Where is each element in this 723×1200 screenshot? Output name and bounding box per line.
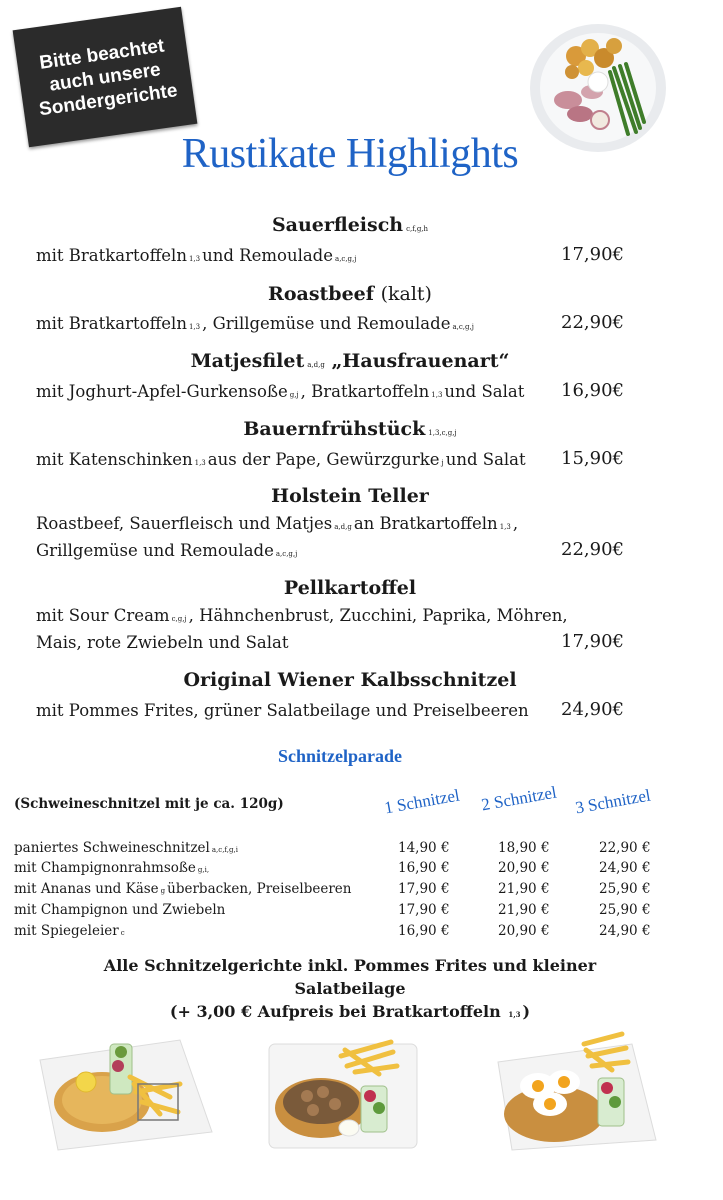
desc-text: mit Bratkartoffeln bbox=[36, 246, 187, 265]
desc-text: an Bratkartoffeln bbox=[353, 514, 498, 533]
column-header-1-schnitzel: 1 Schnitzel bbox=[382, 785, 462, 818]
dish-name-matjesfilet bbox=[0, 350, 700, 372]
allergen-codes: a,c,g,j bbox=[335, 255, 357, 263]
price-2-schnitzel: 20,90 € bbox=[498, 923, 550, 939]
dish-price: 22,90€ bbox=[561, 539, 624, 560]
price-1-schnitzel: 17,90 € bbox=[398, 881, 450, 897]
dish-title: Matjesfilet bbox=[190, 350, 305, 372]
dish-description bbox=[36, 314, 556, 333]
dish-name-holstein-teller bbox=[0, 485, 700, 507]
dish-title: Holstein Teller bbox=[271, 485, 429, 507]
dish-title: Roastbeef bbox=[268, 283, 374, 305]
allergen-codes: a,c,g,j bbox=[275, 550, 298, 558]
desc-text: mit Katenschinken bbox=[36, 450, 193, 469]
schnitzel-row bbox=[14, 860, 211, 876]
desc-text: mit Sour Cream bbox=[36, 606, 170, 625]
dish-name-roastbeef bbox=[0, 283, 700, 305]
dish-price: 17,90€ bbox=[561, 244, 624, 265]
price-1-schnitzel: 17,90 € bbox=[398, 902, 450, 918]
dish-name-wiener-schnitzel bbox=[0, 669, 700, 691]
price-3-schnitzel: 25,90 € bbox=[599, 902, 651, 918]
desc-text: , Bratkartoffeln bbox=[300, 382, 430, 401]
price-2-schnitzel: 18,90 € bbox=[498, 840, 550, 856]
allergen-codes: 1,3 bbox=[188, 255, 201, 263]
desc-text: aus der Pape, Gewürzgurke bbox=[207, 450, 440, 469]
price-2-schnitzel: 20,90 € bbox=[498, 860, 550, 876]
column-header-2-schnitzel: 2 Schnitzel bbox=[479, 782, 559, 815]
allergen-codes: 1,3 bbox=[499, 523, 511, 531]
allergen-codes: 1,3,c,g,j bbox=[428, 429, 457, 437]
allergen-codes: 1,3 bbox=[188, 323, 201, 331]
price-3-schnitzel: 22,90 € bbox=[599, 840, 651, 856]
dish-title-suffix: „Hausfrauenart“ bbox=[331, 350, 510, 372]
desc-text: mit Joghurt-Apfel-Gurkensoße bbox=[36, 382, 288, 401]
dish-title: Pellkartoffel bbox=[283, 577, 417, 599]
dish-description bbox=[36, 450, 556, 469]
allergen-codes: a,c,g,j bbox=[452, 323, 474, 331]
dish-description bbox=[36, 633, 556, 652]
footer-line: Salatbeilage bbox=[294, 979, 406, 998]
footer-text: (+ 3,00 € Aufpreis bei Bratkartoffeln bbox=[169, 1002, 501, 1021]
dish-name-bauernfruehstueck bbox=[0, 418, 700, 440]
dish-description bbox=[36, 606, 568, 625]
row-label: paniertes Schweineschnitzel bbox=[14, 840, 210, 856]
dish-name-pellkartoffel bbox=[0, 577, 700, 599]
column-header-3-schnitzel: 3 Schnitzel bbox=[573, 785, 653, 818]
allergen-codes: c,f,g,h bbox=[406, 225, 429, 233]
menu-title: Rustikate Highlights bbox=[181, 131, 519, 177]
dish-price: 22,90€ bbox=[561, 312, 624, 333]
desc-text: mit Bratkartoffeln bbox=[36, 314, 187, 333]
dish-title: Original Wiener Kalbsschnitzel bbox=[183, 669, 517, 691]
desc-text: und Salat bbox=[444, 382, 525, 401]
dish-name-sauerfleisch bbox=[0, 214, 700, 236]
footer-text: ) bbox=[522, 1002, 531, 1021]
desc-text: Roastbeef, Sauerfleisch und Matjes bbox=[36, 514, 333, 533]
desc-text: , Hähnchenbrust, Zucchini, Paprika, Möhren, bbox=[188, 606, 568, 625]
row-label: mit Champignon und Zwiebeln bbox=[14, 902, 226, 918]
allergen-codes: a,c,f,g,i bbox=[211, 846, 238, 854]
desc-text: mit Pommes Frites, grüner Salatbeilage und Preiselbeeren bbox=[36, 701, 529, 720]
price-1-schnitzel: 14,90 € bbox=[398, 840, 450, 856]
allergen-codes: g,i, bbox=[197, 866, 210, 874]
desc-text: Mais, rote Zwiebeln und Salat bbox=[36, 633, 289, 652]
desc-text: Grillgemüse und Remoulade bbox=[36, 541, 274, 560]
allergen-codes: 1,3 bbox=[194, 459, 206, 467]
row-label: mit Spiegeleier bbox=[14, 923, 119, 939]
footer-line: Alle Schnitzelgerichte inkl. Pommes Frites und kleiner bbox=[103, 956, 597, 975]
row-label: mit Champignonrahmsoße bbox=[14, 860, 196, 876]
dish-price: 16,90€ bbox=[561, 380, 624, 401]
price-1-schnitzel: 16,90 € bbox=[398, 923, 450, 939]
special-dishes-badge bbox=[13, 7, 198, 148]
row-label-rest: überbacken, Preiselbeeren bbox=[167, 881, 352, 897]
allergen-codes: a,d,g bbox=[307, 361, 325, 369]
price-1-schnitzel: 16,90 € bbox=[398, 860, 450, 876]
schnitzel-row bbox=[14, 840, 240, 856]
row-label: mit Ananas und Käse bbox=[14, 881, 159, 897]
schnitzel-row bbox=[14, 923, 127, 939]
allergen-codes: a,d,g bbox=[334, 523, 352, 531]
allergen-codes: j bbox=[441, 459, 444, 467]
allergen-codes: 1,3 bbox=[431, 391, 443, 399]
desc-text: und Salat bbox=[445, 450, 526, 469]
price-3-schnitzel: 25,90 € bbox=[599, 881, 651, 897]
dish-title: Sauerfleisch bbox=[271, 214, 404, 236]
badge-text: Bitte beachtet auch unsere Sondergerichte bbox=[37, 35, 179, 120]
schnitzel-plate-egg-image bbox=[492, 1022, 662, 1152]
schnitzel-row bbox=[14, 902, 225, 918]
allergen-codes: 1,3 bbox=[508, 1010, 521, 1019]
dish-price: 17,90€ bbox=[561, 631, 624, 652]
dish-description bbox=[36, 382, 556, 401]
desc-text: , bbox=[512, 514, 519, 533]
dish-title-suffix: (kalt) bbox=[380, 283, 432, 305]
dish-price: 15,90€ bbox=[561, 448, 624, 469]
allergen-codes: c bbox=[120, 929, 125, 937]
dish-description bbox=[36, 246, 556, 265]
schnitzel-footer-note bbox=[0, 954, 700, 1026]
price-2-schnitzel: 21,90 € bbox=[498, 902, 550, 918]
section-title-schnitzelparade: Schnitzelparade bbox=[278, 746, 402, 766]
price-2-schnitzel: 21,90 € bbox=[498, 881, 550, 897]
price-3-schnitzel: 24,90 € bbox=[599, 860, 651, 876]
dish-description bbox=[36, 701, 556, 720]
schnitzel-weight-note: (Schweineschnitzel mit je ca. 120g) bbox=[14, 796, 284, 812]
dish-price: 24,90€ bbox=[561, 699, 624, 720]
dish-description bbox=[36, 541, 556, 560]
desc-text: , Grillgemüse und Remoulade bbox=[202, 314, 451, 333]
desc-text: und Remoulade bbox=[202, 246, 334, 265]
allergen-codes: g,j bbox=[289, 391, 299, 399]
allergen-codes: g bbox=[160, 887, 166, 895]
dish-title: Bauernfrühstück bbox=[243, 418, 426, 440]
dish-description bbox=[36, 514, 556, 533]
schnitzel-plate-lemon-image bbox=[30, 1022, 220, 1152]
price-3-schnitzel: 24,90 € bbox=[599, 923, 651, 939]
schnitzel-plate-mushroom-image bbox=[265, 1022, 435, 1152]
allergen-codes: c,g,j bbox=[171, 615, 187, 623]
schnitzel-row bbox=[14, 881, 351, 897]
